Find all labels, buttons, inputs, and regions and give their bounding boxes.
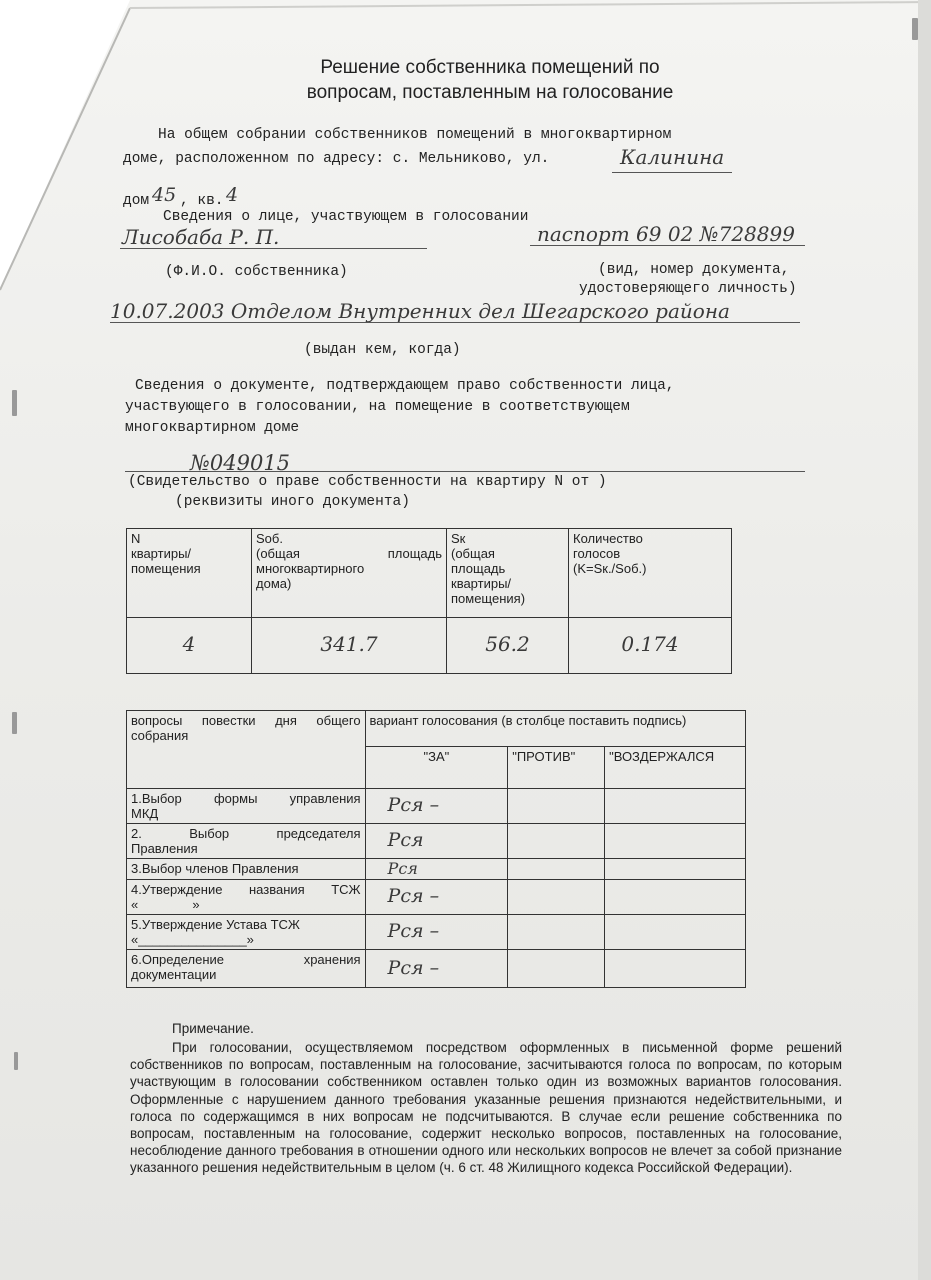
vote-cell-vozderzhalsya	[605, 824, 746, 859]
issued-label: (выдан кем, когда)	[304, 342, 461, 358]
ownership-line2: участвующего в голосовании, на помещение в соответствующем	[125, 399, 630, 415]
vote-cell-vozderzhalsya	[605, 950, 746, 988]
passport-handwritten: паспорт 69 02 №728899	[537, 222, 795, 246]
doc-type-label2: удостоверяющего личность)	[579, 281, 797, 297]
vote-cell-protiv	[508, 950, 605, 988]
name-underline	[120, 248, 427, 249]
vote-row	[127, 789, 746, 824]
vote-cell-vozderzhalsya	[605, 859, 746, 880]
apartment-number-value: 4	[127, 618, 252, 674]
area-table-value-row	[127, 618, 732, 674]
area-table	[126, 528, 732, 674]
other-document-label: (реквизиты иного документа)	[175, 494, 410, 510]
vote-signature-za: Рся –	[365, 880, 508, 915]
dom-handwritten: 45	[152, 184, 177, 206]
intro-line1: На общем собрании собственников помещений в многоквартирном	[158, 127, 672, 143]
dom-label: дом	[123, 193, 150, 209]
section-person-heading: Сведения о лице, участвующем в голосовании	[163, 209, 529, 225]
vote-row	[127, 859, 746, 880]
header-apartment-number: N квартиры/ помещения	[127, 529, 252, 618]
vote-cell-protiv	[508, 915, 605, 950]
vote-table	[126, 710, 746, 988]
passport-underline	[530, 245, 805, 246]
vote-cell-vozderzhalsya	[605, 915, 746, 950]
vote-cell-vozderzhalsya	[605, 789, 746, 824]
header-total-area: Sоб. (общая площадь многоквартирного дома)	[252, 529, 447, 618]
certificate-underline	[125, 471, 805, 472]
vote-cell-protiv	[508, 880, 605, 915]
issued-underline	[110, 322, 800, 323]
vote-signature-za: Рся	[365, 824, 508, 859]
option-vozderzhalsya: "ВОЗДЕРЖАЛСЯ	[605, 747, 746, 789]
certificate-number-handwritten: №049015	[190, 451, 291, 475]
vote-row	[127, 880, 746, 915]
vote-count-value: 0.174	[569, 618, 732, 674]
note-text: При голосовании, осуществляемом посредством оформленных в письменной форме решений собственников по вопросам, поставленным на голосование, засчитываются голоса по вопросам, по которым участвующим в голосовании собственником оставлен только один из возможных вариантов голосования. Оформленные с нарушением данного требования указанные решения признаются недействительными, и голоса по содержащимся в них вопросам не подсчитываются. В случае если решение собственника по вопросам, поставленным на голосование, содержит несколько вопросов, поставленных на голосование, несоблюдение данного требования в отношении одного или нескольких вопросов не влечет за собой признание указанного решения недействительным в целом (ч. 6 ст. 48 Жилищного кодекса Российской Федерации).	[130, 1040, 842, 1176]
street-handwritten: Калинина	[620, 145, 725, 169]
vote-signature-za: Рся –	[365, 789, 508, 824]
vote-cell-protiv	[508, 859, 605, 880]
vote-row	[127, 824, 746, 859]
street-underline	[612, 172, 732, 173]
doc-type-label: (вид, номер документа,	[598, 262, 790, 278]
vote-table-header-row	[127, 711, 746, 747]
vote-question: 1.Выбор формы управления МКД	[127, 789, 366, 824]
certificate-label: (Свидетельство о праве собственности на квартиру N от )	[128, 474, 607, 490]
vote-options-header: вариант голосования (в столбце поставить подпись)	[365, 711, 745, 747]
scan-mark	[12, 712, 17, 734]
vote-row	[127, 915, 746, 950]
fio-label: (Ф.И.О. собственника)	[165, 264, 348, 280]
total-area-value: 341.7	[252, 618, 447, 674]
vote-cell-vozderzhalsya	[605, 880, 746, 915]
vote-question: 3.Выбор членов Правления	[127, 859, 366, 880]
scan-mark	[912, 18, 918, 40]
vote-question: 5.Утверждение Устава ТСЖ «_______________»	[127, 915, 366, 950]
vote-signature-za: Рся –	[365, 950, 508, 988]
vote-question: 4.Утверждение названия ТСЖ « »	[127, 880, 366, 915]
area-table-header-row	[127, 529, 732, 618]
intro-line2: доме, расположенном по адресу: с. Мельниково, ул.	[123, 151, 550, 167]
header-apartment-area: Sк (общая площадь квартиры/ помещения)	[447, 529, 569, 618]
scan-mark	[12, 390, 17, 416]
doc-title-line2: вопросам, поставленным на голосование	[306, 82, 674, 103]
vote-question: 6.Определение хранения документации	[127, 950, 366, 988]
scan-mark	[14, 1052, 18, 1070]
kv-handwritten: 4	[226, 184, 239, 206]
vote-row	[127, 950, 746, 988]
doc-title-line1: Решение собственника помещений по	[320, 57, 660, 78]
header-vote-count: Количество голосов (K=Sк./Sоб.)	[569, 529, 732, 618]
ownership-line3: многоквартирном доме	[125, 420, 300, 436]
note-heading: Примечание.	[172, 1021, 254, 1036]
ownership-line1: Сведения о документе, подтверждающем право собственности лица,	[135, 378, 675, 394]
option-za: "ЗА"	[365, 747, 508, 789]
owner-name-handwritten: Лисобаба Р. П.	[122, 225, 280, 249]
vote-cell-protiv	[508, 824, 605, 859]
option-protiv: "ПРОТИВ"	[508, 747, 605, 789]
apartment-area-value: 56.2	[447, 618, 569, 674]
questions-header: вопросы повестки дня общего собрания	[127, 711, 366, 789]
vote-signature-za: Рся –	[365, 915, 508, 950]
vote-signature-za: Рся	[365, 859, 508, 880]
kv-label: , кв.	[180, 193, 224, 209]
vote-question: 2. Выбор председателя Правления	[127, 824, 366, 859]
issued-handwritten: 10.07.2003 Отделом Внутренних дел Шегарского района	[110, 299, 730, 323]
vote-cell-protiv	[508, 789, 605, 824]
